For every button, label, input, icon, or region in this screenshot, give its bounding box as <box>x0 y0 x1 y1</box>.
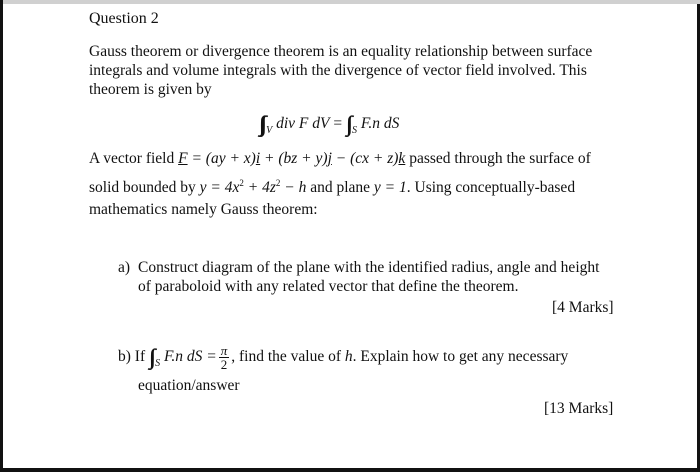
text-run: A vector field <box>89 150 179 167</box>
flux-expression: F.n dS <box>360 115 400 132</box>
variable-h: h <box>344 348 353 366</box>
part-b-marks: [13 Marks] <box>544 400 614 417</box>
component-3: − (cx + z) <box>331 150 399 167</box>
part-b-label: b) <box>118 348 131 366</box>
exponent: 2 <box>275 178 281 188</box>
part-b-line-1 <box>118 344 568 371</box>
exponent: 2 <box>239 178 244 188</box>
part-a-line-1: Construct diagram of the plane with the identified radius, angle and height <box>138 259 600 276</box>
text-run: passed through the surface of <box>405 150 591 167</box>
double-integral-symbol: ∫∫ <box>149 344 152 370</box>
unit-vector-i: i <box>255 150 261 167</box>
fraction-denominator: 2 <box>220 357 228 372</box>
plane-eq: y = 1 <box>373 179 407 196</box>
intro-line-3: theorem is given by <box>89 81 212 98</box>
question-title: Question 2 <box>89 10 159 27</box>
theorem-equation <box>259 111 399 137</box>
paraboloid-eq-1: y = 4x <box>199 179 240 196</box>
text-run: , find the value of <box>231 348 345 366</box>
vector-field-line-1 <box>89 150 591 168</box>
part-a-line-2: of paraboloid with any related vector that define the theorem. <box>138 278 519 295</box>
fraction-numerator: π <box>220 343 228 358</box>
intro-line-2: integrals and volume integrals with the divergence of vector field involved. This <box>89 62 587 79</box>
intro-line-1: Gauss theorem or divergence theorem is an equality relationship between surface <box>89 43 593 60</box>
equals-sign: = <box>333 115 343 132</box>
divergence-expression: div F dV <box>276 115 330 132</box>
vector-F: F <box>178 150 188 167</box>
double-integral-symbol: ∫∫ <box>345 111 349 136</box>
text-run: solid bounded by <box>89 179 200 196</box>
flux-expression: F.n dS = <box>163 348 217 366</box>
triple-integral-symbol: ∫∫∫ <box>259 111 263 136</box>
vector-field-line-3: mathematics namely Gauss theorem: <box>89 201 318 218</box>
unit-vector-j: j <box>327 150 332 167</box>
paraboloid-eq-3: − h <box>280 179 307 196</box>
part-b-line-2: equation/answer <box>138 377 240 394</box>
paraboloid-eq-2: + 4z <box>243 179 276 196</box>
surface-subscript: S <box>352 125 358 136</box>
surface-subscript: S <box>155 358 161 370</box>
vector-field-line-2 <box>89 178 575 197</box>
part-a-label: a) <box>118 259 131 276</box>
text-run: . Using conceptually-based <box>406 179 576 196</box>
component-2: + (bz + y) <box>260 150 328 167</box>
if-word: If <box>134 348 146 366</box>
part-a-marks: [4 Marks] <box>552 299 614 316</box>
component-1: = (ay + x) <box>187 150 256 167</box>
unit-vector-k: k <box>398 150 406 167</box>
volume-subscript: V <box>266 125 273 136</box>
pi-over-two-fraction <box>219 344 230 371</box>
text-run: . Explain how to get any necessary <box>352 348 569 366</box>
top-edge <box>3 0 700 4</box>
text-run: and plane <box>306 179 374 196</box>
